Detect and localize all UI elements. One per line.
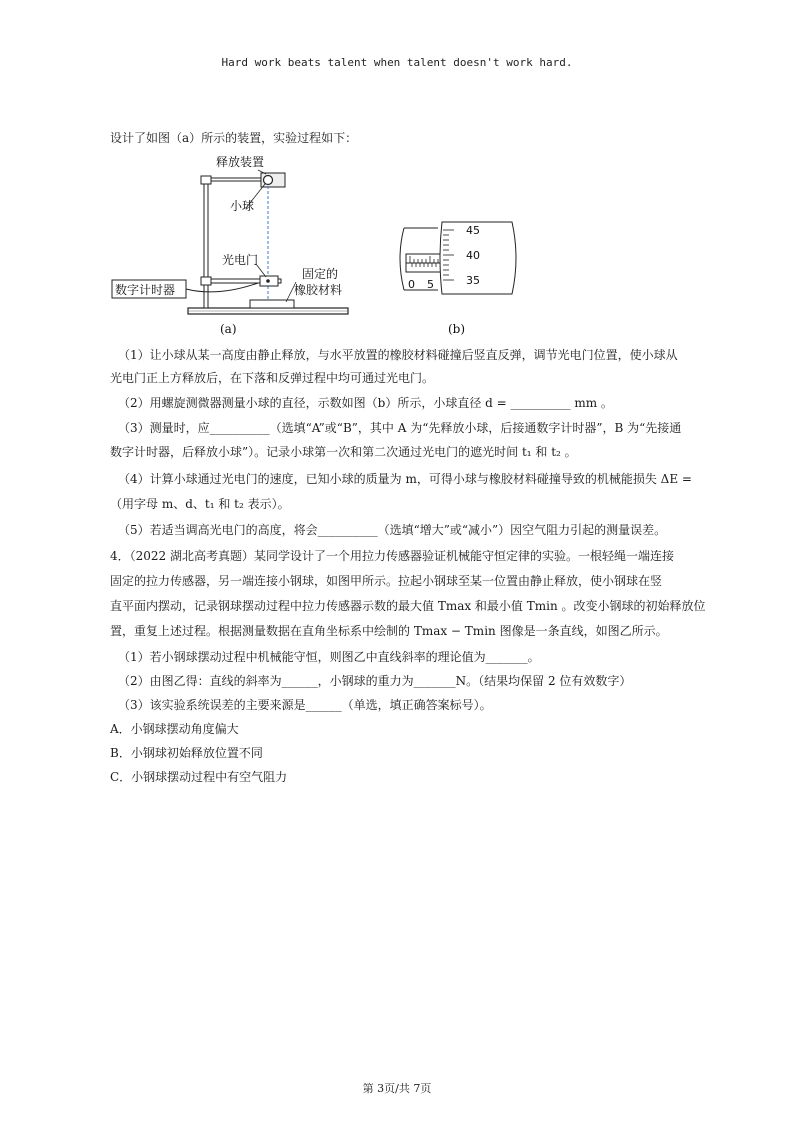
rubber-label-1: 固定的 [302,267,339,281]
timer-label: 数字计时器 [115,283,176,297]
figure-a-caption: (a) [220,322,237,336]
figure-b-micrometer [394,218,524,298]
option-c: C．小钢球摆动过程中有空气阻力 [110,770,288,784]
top-arm [211,178,263,181]
scale-35: 35 [466,274,480,287]
q-part-1-line-1: （1）让小球从某一高度由静止释放，与水平放置的橡胶材料碰撞后竖直反弹，调节光电门位置，使小球从 [118,348,678,362]
release-label: 释放装置 [216,155,265,169]
q-part-4-line-1: （4）计算小球通过光电门的速度，已知小球的质量为 m，可得小球与橡胶材料碰撞导致的机械能损失 ΔE = [118,472,692,486]
q-part-2: （2）用螺旋测微器测量小球的直径，示数如图（b）所示，小球直径 d = __________ mm 。 [118,396,613,410]
ball-icon [264,176,273,185]
rubber-material [250,300,294,308]
q4-part-2: （2）由图乙得：直线的斜率为______，小钢球的重力为_______N。（结果均保留 2 位有效数字） [118,674,632,688]
scale-45: 45 [466,224,480,237]
page-header-motto: Hard work beats talent when talent doesn't work hard. [221,56,573,69]
figure-b-caption: (b) [448,322,466,336]
scale-5: 5 [427,278,434,291]
q4-stem-line-3: 直平面内摆动，记录钢球摆动过程中拉力传感器示数的最大值 Tmax 和最小值 Tmin 。改变小钢球的初始释放位 [110,599,706,613]
gate-clamp [201,277,211,285]
q4-stem-line-4: 置，重复上述过程。根据测量数据在直角坐标系中绘制的 Tmax − Tmin 图像是一条直线，如图乙所示。 [110,624,668,638]
q-part-4-line-2: （用字母 m、d、t₁ 和 t₂ 表示）。 [110,497,290,511]
option-a: A．小钢球摆动角度偏大 [110,722,239,736]
ball-label: 小球 [230,199,255,213]
q-part-5: （5）若适当调高光电门的高度，将会__________（选填“增大”或“减小”）因空气阻力引起的测量误差。 [118,523,667,537]
q4-stem-line-1: 4．（2022 湖北高考真题）某同学设计了一个用拉力传感器验证机械能守恒定律的实验。一根轻绳一端连接 [110,549,674,563]
q-part-1-line-2: 光电门正上方释放后，在下落和反弹过程中均可通过光电门。 [110,371,435,385]
stand-pole [204,178,208,308]
q4-stem-line-2: 固定的拉力传感器，另一端连接小钢球，如图甲所示。拉起小钢球至某一位置由静止释放，使小钢球在竖 [110,574,663,588]
figure-a-apparatus [108,152,368,322]
scale-0: 0 [408,278,415,291]
q-part-3-line-1: （3）测量时，应__________（选填“A”或“B”，其中 A 为“先释放小球，后接通数字计时器”，B 为“先接通 [118,421,682,435]
scale-40: 40 [466,249,480,262]
intro-text: 设计了如图（a）所示的装置，实验过程如下： [110,131,358,145]
q4-part-1: （1）若小钢球摆动过程中机械能守恒，则图乙中直线斜率的理论值为_______。 [118,650,540,664]
option-b: B．小钢球初始释放位置不同 [110,746,263,760]
top-clamp [201,176,211,184]
rubber-label-2: 橡胶材料 [294,283,343,297]
q-part-3-line-2: 数字计时器，后释放小球”）。记录小球第一次和第二次通过光电门的遮光时间 t₁ 和 t₂ 。 [110,445,577,459]
page-number: 第 3页/共 7页 [362,1082,432,1095]
gate-label: 光电门 [222,253,259,267]
q4-part-3: （3）该实验系统误差的主要来源是______（单选，填正确答案标号）。 [118,698,492,712]
